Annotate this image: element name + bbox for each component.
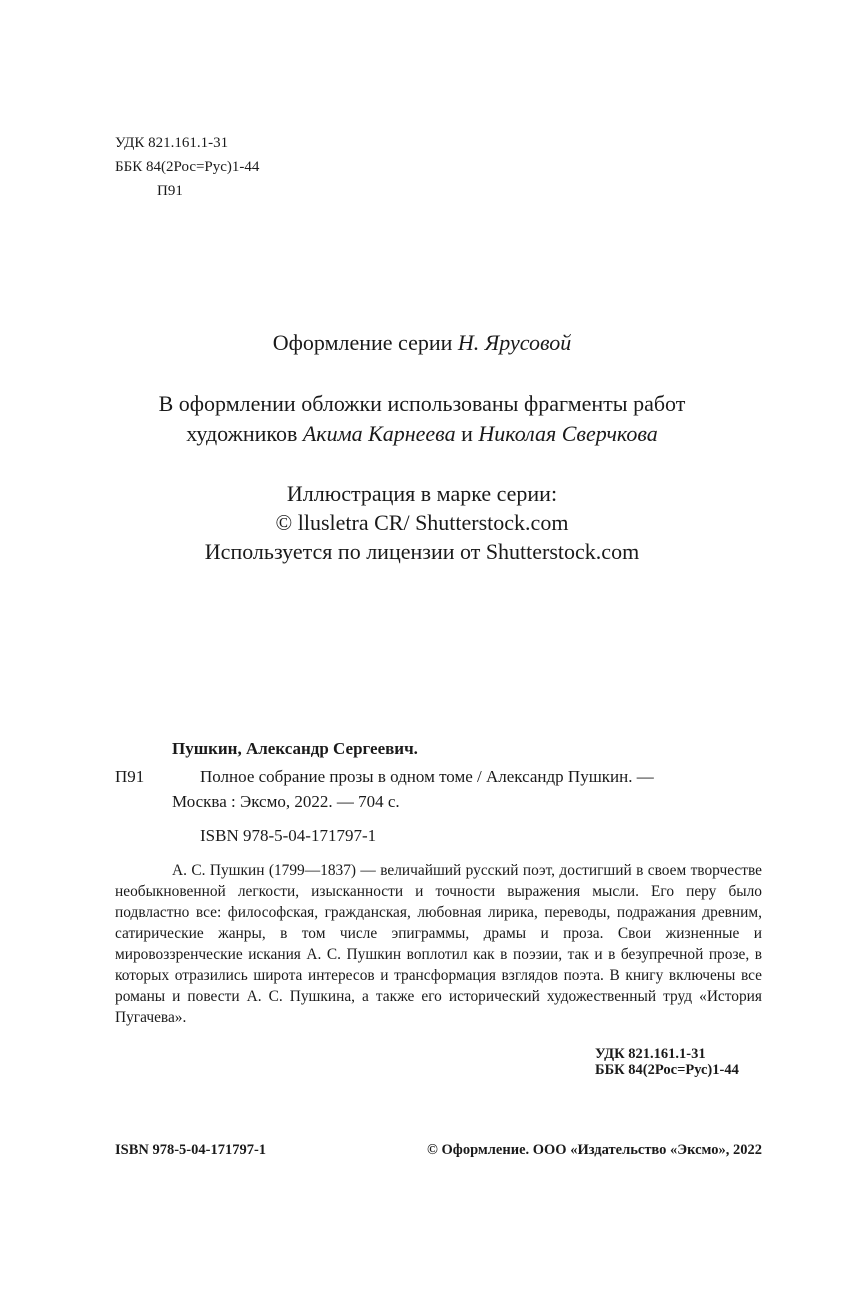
artist-name-1: Акима Карнеева bbox=[302, 421, 456, 446]
license-line: Используется по лицензии от Shutterstock.com bbox=[204, 539, 640, 564]
illustration-label: Иллюстрация в марке серии: bbox=[286, 481, 558, 506]
series-design-credit bbox=[0, 330, 844, 356]
series-designer-name: Н. Ярусовой bbox=[457, 330, 572, 355]
cover-credit-line2 bbox=[0, 421, 844, 447]
catalog-title-line2: Москва : Эксмо, 2022. — 704 с. bbox=[172, 792, 400, 811]
catalog-abstract: А. С. Пушкин (1799—1837) — величайший русский поэт, достигший в своем творчестве необыкновенной легкости, изысканности и точности выражения мысли. Его перу было подвластно все: философская, гражданская, любовная лирика, переводы, подражания древним, сатирические жанры, в том числе эпиграммы, драмы и проза. Свои жизненные и мировоззренческие искания А. С. Пушкин воплотил как в поэзии, так и в безупречной прозе, в которых отразились широта интересов и трансформация взглядов поэта. В книгу включены все романы и повести А. С. Пушкина, а также его исторический художественный труд «История Пугачева». bbox=[115, 862, 762, 1026]
catalog-author: Пушкин, Александр Сергеевич. bbox=[172, 739, 418, 758]
footer-copyright: © Оформление. ООО «Издательство «Эксмо», 2022 bbox=[427, 1142, 762, 1158]
author-mark: П91 bbox=[157, 183, 183, 199]
illustration-credit: © llusletra CR/ Shutterstock.com bbox=[275, 510, 569, 535]
series-design-prefix: Оформление серии bbox=[272, 330, 458, 355]
artist-name-2: Николая Сверчкова bbox=[478, 421, 658, 446]
catalog-udk: УДК 821.161.1-31 bbox=[595, 1046, 706, 1062]
catalog-isbn: ISBN 978-5-04-171797-1 bbox=[200, 826, 377, 845]
udk-code: УДК 821.161.1-31 bbox=[115, 135, 229, 151]
catalog-mark: П91 bbox=[115, 767, 145, 786]
cover-credit-prefix: художников bbox=[186, 421, 303, 446]
bbk-code: ББК 84(2Рос=Рус)1-44 bbox=[115, 159, 260, 175]
catalog-bbk: ББК 84(2Рос=Рус)1-44 bbox=[595, 1062, 739, 1078]
footer-isbn: ISBN 978-5-04-171797-1 bbox=[115, 1142, 267, 1158]
cover-credit-conjunction: и bbox=[455, 421, 479, 446]
cover-credit-line1: В оформлении обложки использованы фрагменты работ bbox=[158, 391, 686, 416]
catalog-title-line1: Полное собрание прозы в одном томе / Александр Пушкин. — bbox=[200, 767, 654, 786]
